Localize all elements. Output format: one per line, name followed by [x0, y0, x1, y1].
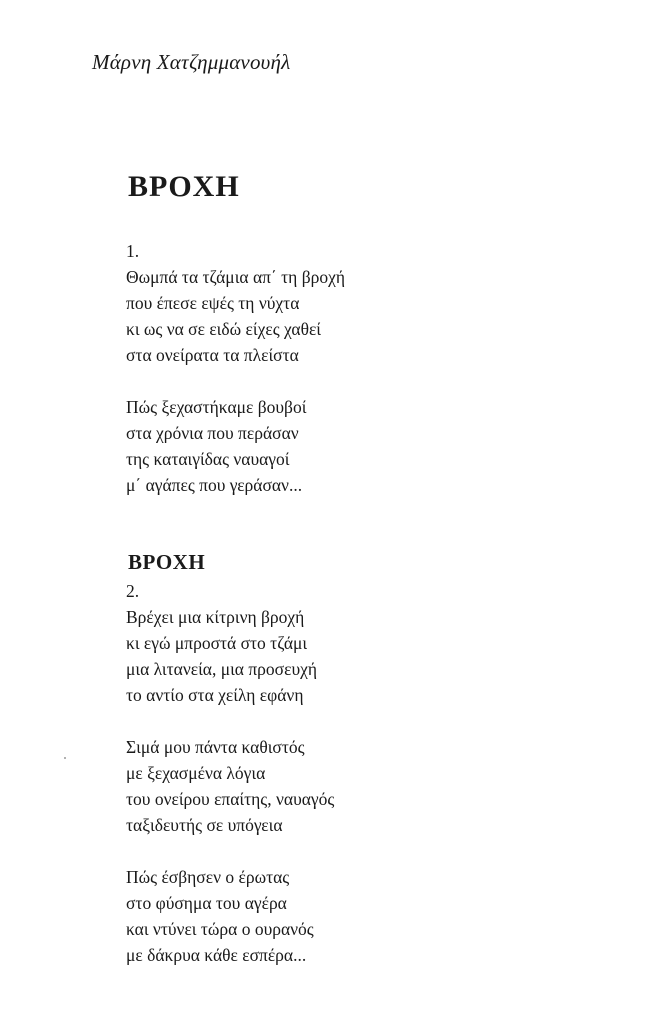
poem-line: Θωμπά τα τζάμια απ΄ τη βροχή: [126, 267, 346, 287]
poem-line: και ντύνει τώρα ο ουρανός: [126, 919, 314, 939]
poem-line: στο φύσημα του αγέρα: [126, 893, 287, 913]
poem-line: στα χρόνια που περάσαν: [126, 423, 299, 443]
poem-line: του ονείρου επαίτης, ναυαγός: [126, 789, 335, 809]
poem-1-title: ΒΡΟΧΗ: [128, 170, 240, 203]
poem-1-stanza-2: [126, 394, 306, 498]
poem-line: με δάκρυα κάθε εσπέρα...: [126, 945, 307, 965]
poem-2-number-block: [126, 578, 139, 604]
poem-2-stanza-1: [126, 604, 317, 708]
poem-line: Πώς ξεχαστήκαμε βουβοί: [126, 397, 307, 417]
poem-line: στα ονείρατα τα πλείστα: [126, 345, 299, 365]
poem-line: που έπεσε εψές τη νύχτα: [126, 293, 300, 313]
scan-speck: [64, 757, 66, 759]
poem-line: Σιμά μου πάντα καθιστός: [126, 737, 305, 757]
poem-line: κι ως να σε ειδώ είχες χαθεί: [126, 319, 322, 339]
poem-1-stanza-1: [126, 264, 345, 368]
poem-2-stanza-3: [126, 864, 314, 968]
author-name: Μάρνη Χατζημμανουήλ: [92, 50, 291, 74]
poem-1-number: 1.: [126, 241, 140, 261]
poem-line: το αντίο στα χείλη εφάνη: [126, 685, 304, 705]
poem-2-number: 2.: [126, 581, 140, 601]
poem-line: ταξιδευτής σε υπόγεια: [126, 815, 283, 835]
poem-2-stanza-2: [126, 734, 334, 838]
poem-line: μια λιτανεία, μια προσευχή: [126, 659, 318, 679]
poem-line: με ξεχασμένα λόγια: [126, 763, 266, 783]
poem-line: κι εγώ μπροστά στο τζάμι: [126, 633, 308, 653]
poem-line: Βρέχει μια κίτρινη βροχή: [126, 607, 305, 627]
poem-1-number-block: [126, 238, 139, 264]
poem-line: Πώς έσβησεν ο έρωτας: [126, 867, 290, 887]
poem-2-title: ΒΡΟΧΗ: [128, 550, 206, 574]
poem-line: μ΄ αγάπες που γεράσαν...: [126, 475, 303, 495]
poem-line: της καταιγίδας ναυαγοί: [126, 449, 290, 469]
